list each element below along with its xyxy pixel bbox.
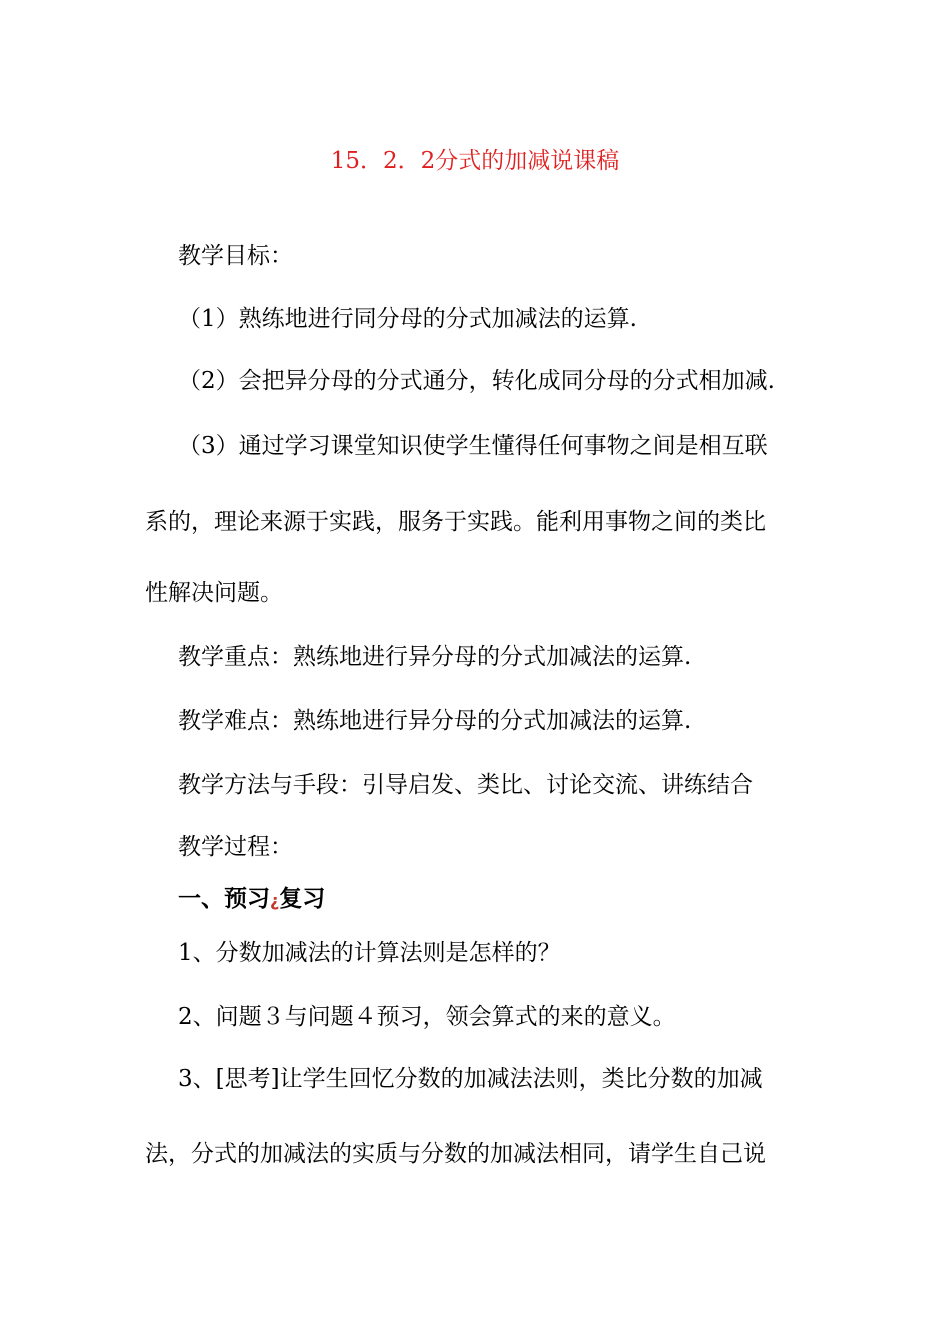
- item-3-line-1: 3、[思考]让学生回忆分数的加减法法则，类比分数的加减: [178, 1066, 763, 1092]
- section-1-heading: [178, 884, 325, 916]
- objective-3-line-2: 系的，理论来源于实践，服务于实践。能利用事物之间的类比: [145, 509, 766, 535]
- document-title: 15．2．2分式的加减说课稿: [330, 148, 620, 174]
- objective-2: （2）会把异分母的分式通分，转化成同分母的分式相加减.: [178, 368, 775, 394]
- teaching-methods: 教学方法与手段：引导启发、类比、讨论交流、讲练结合: [178, 772, 753, 798]
- objective-1: （1）熟练地进行同分母的分式加减法的运算.: [178, 306, 637, 332]
- objectives-label: 教学目标：: [178, 243, 293, 269]
- key-point: 教学重点：熟练地进行异分母的分式加减法的运算.: [178, 644, 692, 670]
- item-3-line-2: 法，分式的加减法的实质与分数的加减法相同，请学生自己说: [145, 1141, 766, 1167]
- section-1-mark: ¿: [270, 891, 280, 910]
- section-1-suffix: 复习: [279, 886, 326, 912]
- process-label: 教学过程：: [178, 834, 293, 860]
- item-1: 1、分数加减法的计算法则是怎样的？: [178, 940, 561, 966]
- item-2: 2、问题３与问题４预习，领会算式的来的意义。: [178, 1004, 676, 1030]
- difficult-point: 教学难点：熟练地进行异分母的分式加减法的运算.: [178, 708, 692, 734]
- objective-3-line-3: 性解决问题。: [145, 580, 283, 606]
- section-1-prefix: 一、预习: [178, 886, 270, 912]
- objective-3-line-1: （3）通过学习课堂知识使学生懂得任何事物之间是相互联: [178, 433, 768, 459]
